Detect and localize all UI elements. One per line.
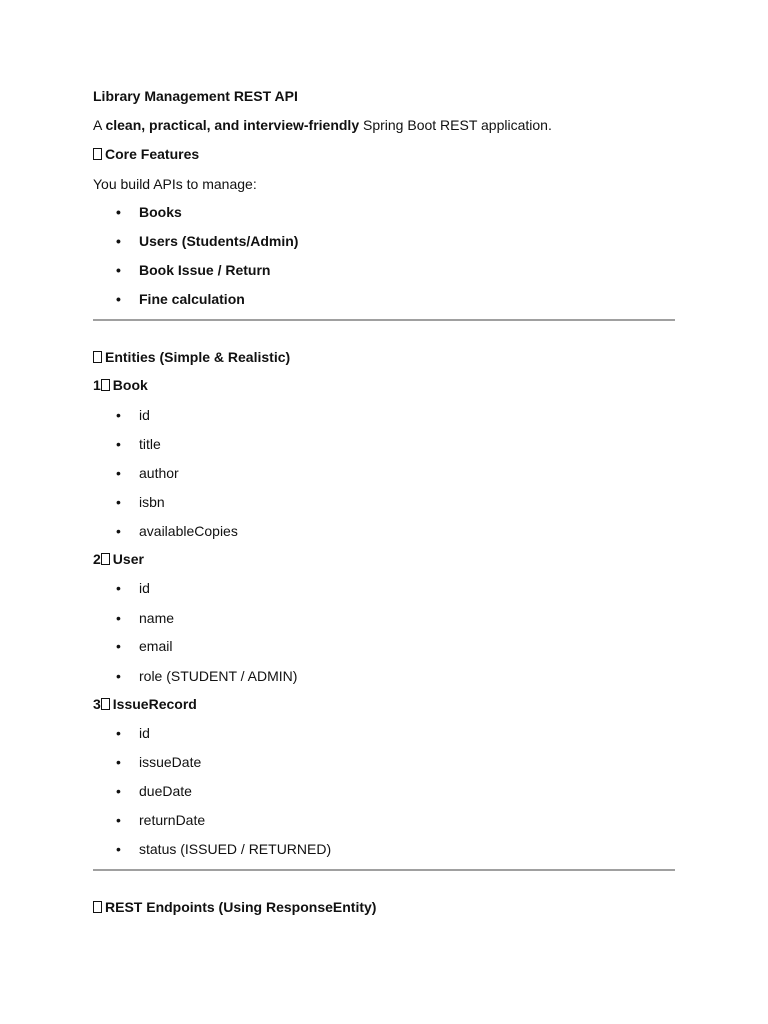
field-label: dueDate [139, 783, 192, 799]
core-feature-item [116, 261, 271, 279]
issuerecord-field-item [116, 753, 202, 771]
intro-paragraph [93, 116, 552, 134]
issuerecord-field-item [116, 811, 206, 829]
issuerecord-field-item [116, 840, 332, 858]
book-field-item [116, 435, 161, 453]
missing-emoji-icon [93, 351, 102, 363]
bullet-icon: • [116, 783, 121, 799]
field-label: title [139, 436, 161, 452]
bullet-icon: • [116, 841, 121, 857]
core-feature-label: Users (Students/Admin) [139, 233, 299, 249]
bullet-icon: • [116, 523, 121, 539]
missing-keycap-icon [101, 698, 110, 710]
issuerecord-field-item [116, 782, 192, 800]
field-label: issueDate [139, 754, 202, 770]
book-field-item [116, 522, 238, 540]
core-feature-label: Book Issue / Return [139, 262, 271, 278]
book-field-item [116, 493, 165, 511]
section-divider [93, 319, 675, 321]
intro-bold: clean, practical, and interview-friendly [105, 117, 360, 133]
core-features-heading-text: Core Features [105, 146, 200, 162]
entity-number: 2 [93, 551, 101, 567]
intro-suffix: Spring Boot REST application. [359, 117, 552, 133]
core-feature-item [116, 232, 299, 250]
field-label: status (ISSUED / RETURNED) [139, 841, 332, 857]
field-label: email [139, 638, 173, 654]
field-label: id [139, 407, 150, 423]
entity-name: IssueRecord [112, 696, 197, 712]
user-field-item [116, 609, 175, 627]
field-label: role (STUDENT / ADMIN) [139, 668, 298, 684]
bullet-icon: • [116, 725, 121, 741]
endpoints-heading-text: REST Endpoints (Using ResponseEntity) [105, 899, 377, 915]
bullet-icon: • [116, 262, 121, 278]
intro-prefix: A [93, 117, 106, 133]
entity-book-heading [93, 376, 148, 394]
bullet-icon: • [116, 668, 121, 684]
book-field-item [116, 406, 150, 424]
entity-issuerecord-heading [93, 695, 197, 713]
missing-emoji-icon [93, 901, 102, 913]
entity-number: 1 [93, 377, 101, 393]
missing-keycap-icon [101, 379, 110, 391]
field-label: name [139, 610, 175, 626]
core-feature-item [116, 203, 182, 221]
bullet-icon: • [116, 407, 121, 423]
bullet-icon: • [116, 204, 121, 220]
bullet-icon: • [116, 812, 121, 828]
core-feature-label: Books [139, 204, 182, 220]
field-label: author [139, 465, 179, 481]
issuerecord-field-item [116, 724, 150, 742]
user-field-item [116, 637, 173, 655]
field-label: id [139, 725, 150, 741]
core-feature-item [116, 290, 245, 308]
bullet-icon: • [116, 638, 121, 654]
entities-heading-text: Entities (Simple & Realistic) [105, 349, 291, 365]
entity-user-heading [93, 550, 144, 568]
bullet-icon: • [116, 233, 121, 249]
bullet-icon: • [116, 580, 121, 596]
missing-emoji-icon [93, 148, 102, 160]
field-label: id [139, 580, 150, 596]
section-divider [93, 869, 675, 871]
user-field-item [116, 579, 150, 597]
bullet-icon: • [116, 494, 121, 510]
bullet-icon: • [116, 610, 121, 626]
field-label: availableCopies [139, 523, 238, 539]
core-features-lead: You build APIs to manage: [93, 176, 257, 192]
entities-heading [93, 348, 290, 366]
entity-number: 3 [93, 696, 101, 712]
bullet-icon: • [116, 291, 121, 307]
field-label: returnDate [139, 812, 206, 828]
bullet-icon: • [116, 436, 121, 452]
bullet-icon: • [116, 465, 121, 481]
endpoints-heading [93, 898, 376, 916]
user-field-item [116, 667, 298, 685]
bullet-icon: • [116, 754, 121, 770]
book-field-item [116, 464, 179, 482]
core-features-heading [93, 145, 199, 163]
field-label: isbn [139, 494, 165, 510]
entity-name: User [112, 551, 144, 567]
entity-name: Book [112, 377, 148, 393]
missing-keycap-icon [101, 553, 110, 565]
document-title: Library Management REST API [93, 88, 298, 104]
core-feature-label: Fine calculation [139, 291, 245, 307]
